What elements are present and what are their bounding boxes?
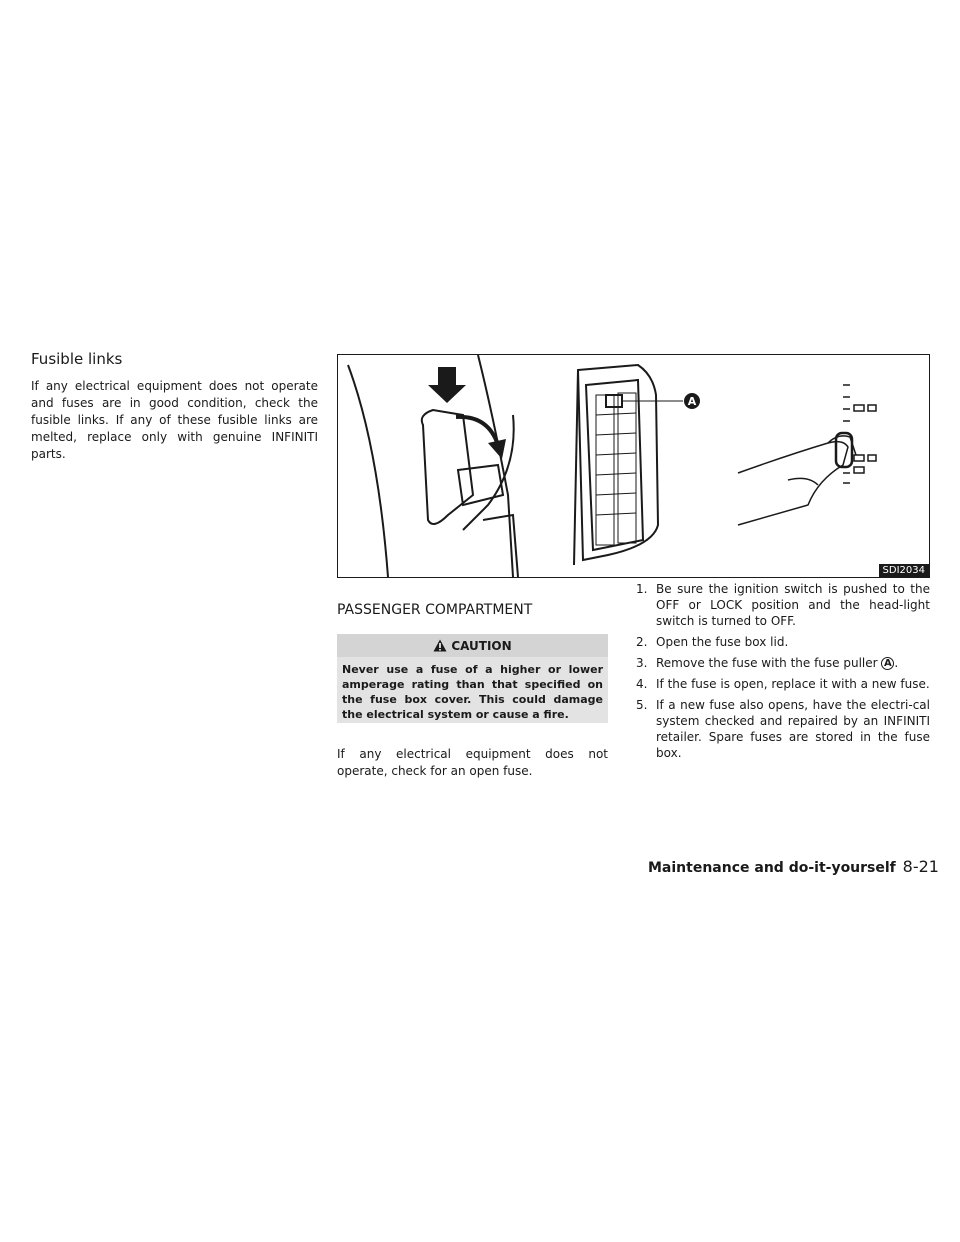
callout-a-inline: A <box>881 657 894 670</box>
warning-triangle-icon <box>433 639 447 652</box>
caution-text: Never use a fuse of a higher or lower amperage rating than that specified on the fuse box cover. This could damage the electrical system or cause a fire. <box>342 663 603 721</box>
passenger-body: If any electrical equipment does not operate, check for an open fuse. <box>337 747 608 778</box>
down-arrow-icon <box>428 367 466 403</box>
caution-header <box>337 634 608 657</box>
fuse-box-drawing <box>338 355 929 577</box>
step-item: 5. If a new fuse also opens, have the electri-cal system checked and repaired by an INFINITI retailer. Spare fuses are stored in the fuse box. <box>636 698 930 760</box>
fuse-box-illustration <box>337 354 930 578</box>
figure-code: SDI2034 <box>879 564 929 577</box>
page-footer <box>648 857 939 876</box>
fusible-links-body: If any electrical equipment does not operate and fuses are in good condition, check the fusible links. If any of these fusible links are melted, replace only with genuine INFINITI parts. <box>31 379 318 461</box>
steps-list <box>634 581 930 766</box>
caution-box <box>337 634 608 723</box>
footer-section: Maintenance and do-it-yourself <box>648 860 896 876</box>
step-item: 3. Remove the fuse with the fuse puller A . <box>636 656 899 670</box>
curved-arrow-icon <box>488 439 506 459</box>
passenger-compartment-title: PASSENGER COMPARTMENT <box>337 602 533 618</box>
page-number: 8-21 <box>902 857 939 876</box>
callout-a-label: A <box>687 395 697 408</box>
fusible-links-title: Fusible links <box>31 350 123 368</box>
caution-label: CAUTION <box>451 638 512 653</box>
step-item: 4. If the fuse is open, replace it with a new fuse. <box>636 677 930 691</box>
step-item: 1. Be sure the ignition switch is pushed to the OFF or LOCK position and the head-light switch is turned to OFF. <box>636 582 930 628</box>
step-item: 2. Open the fuse box lid. <box>636 635 789 649</box>
